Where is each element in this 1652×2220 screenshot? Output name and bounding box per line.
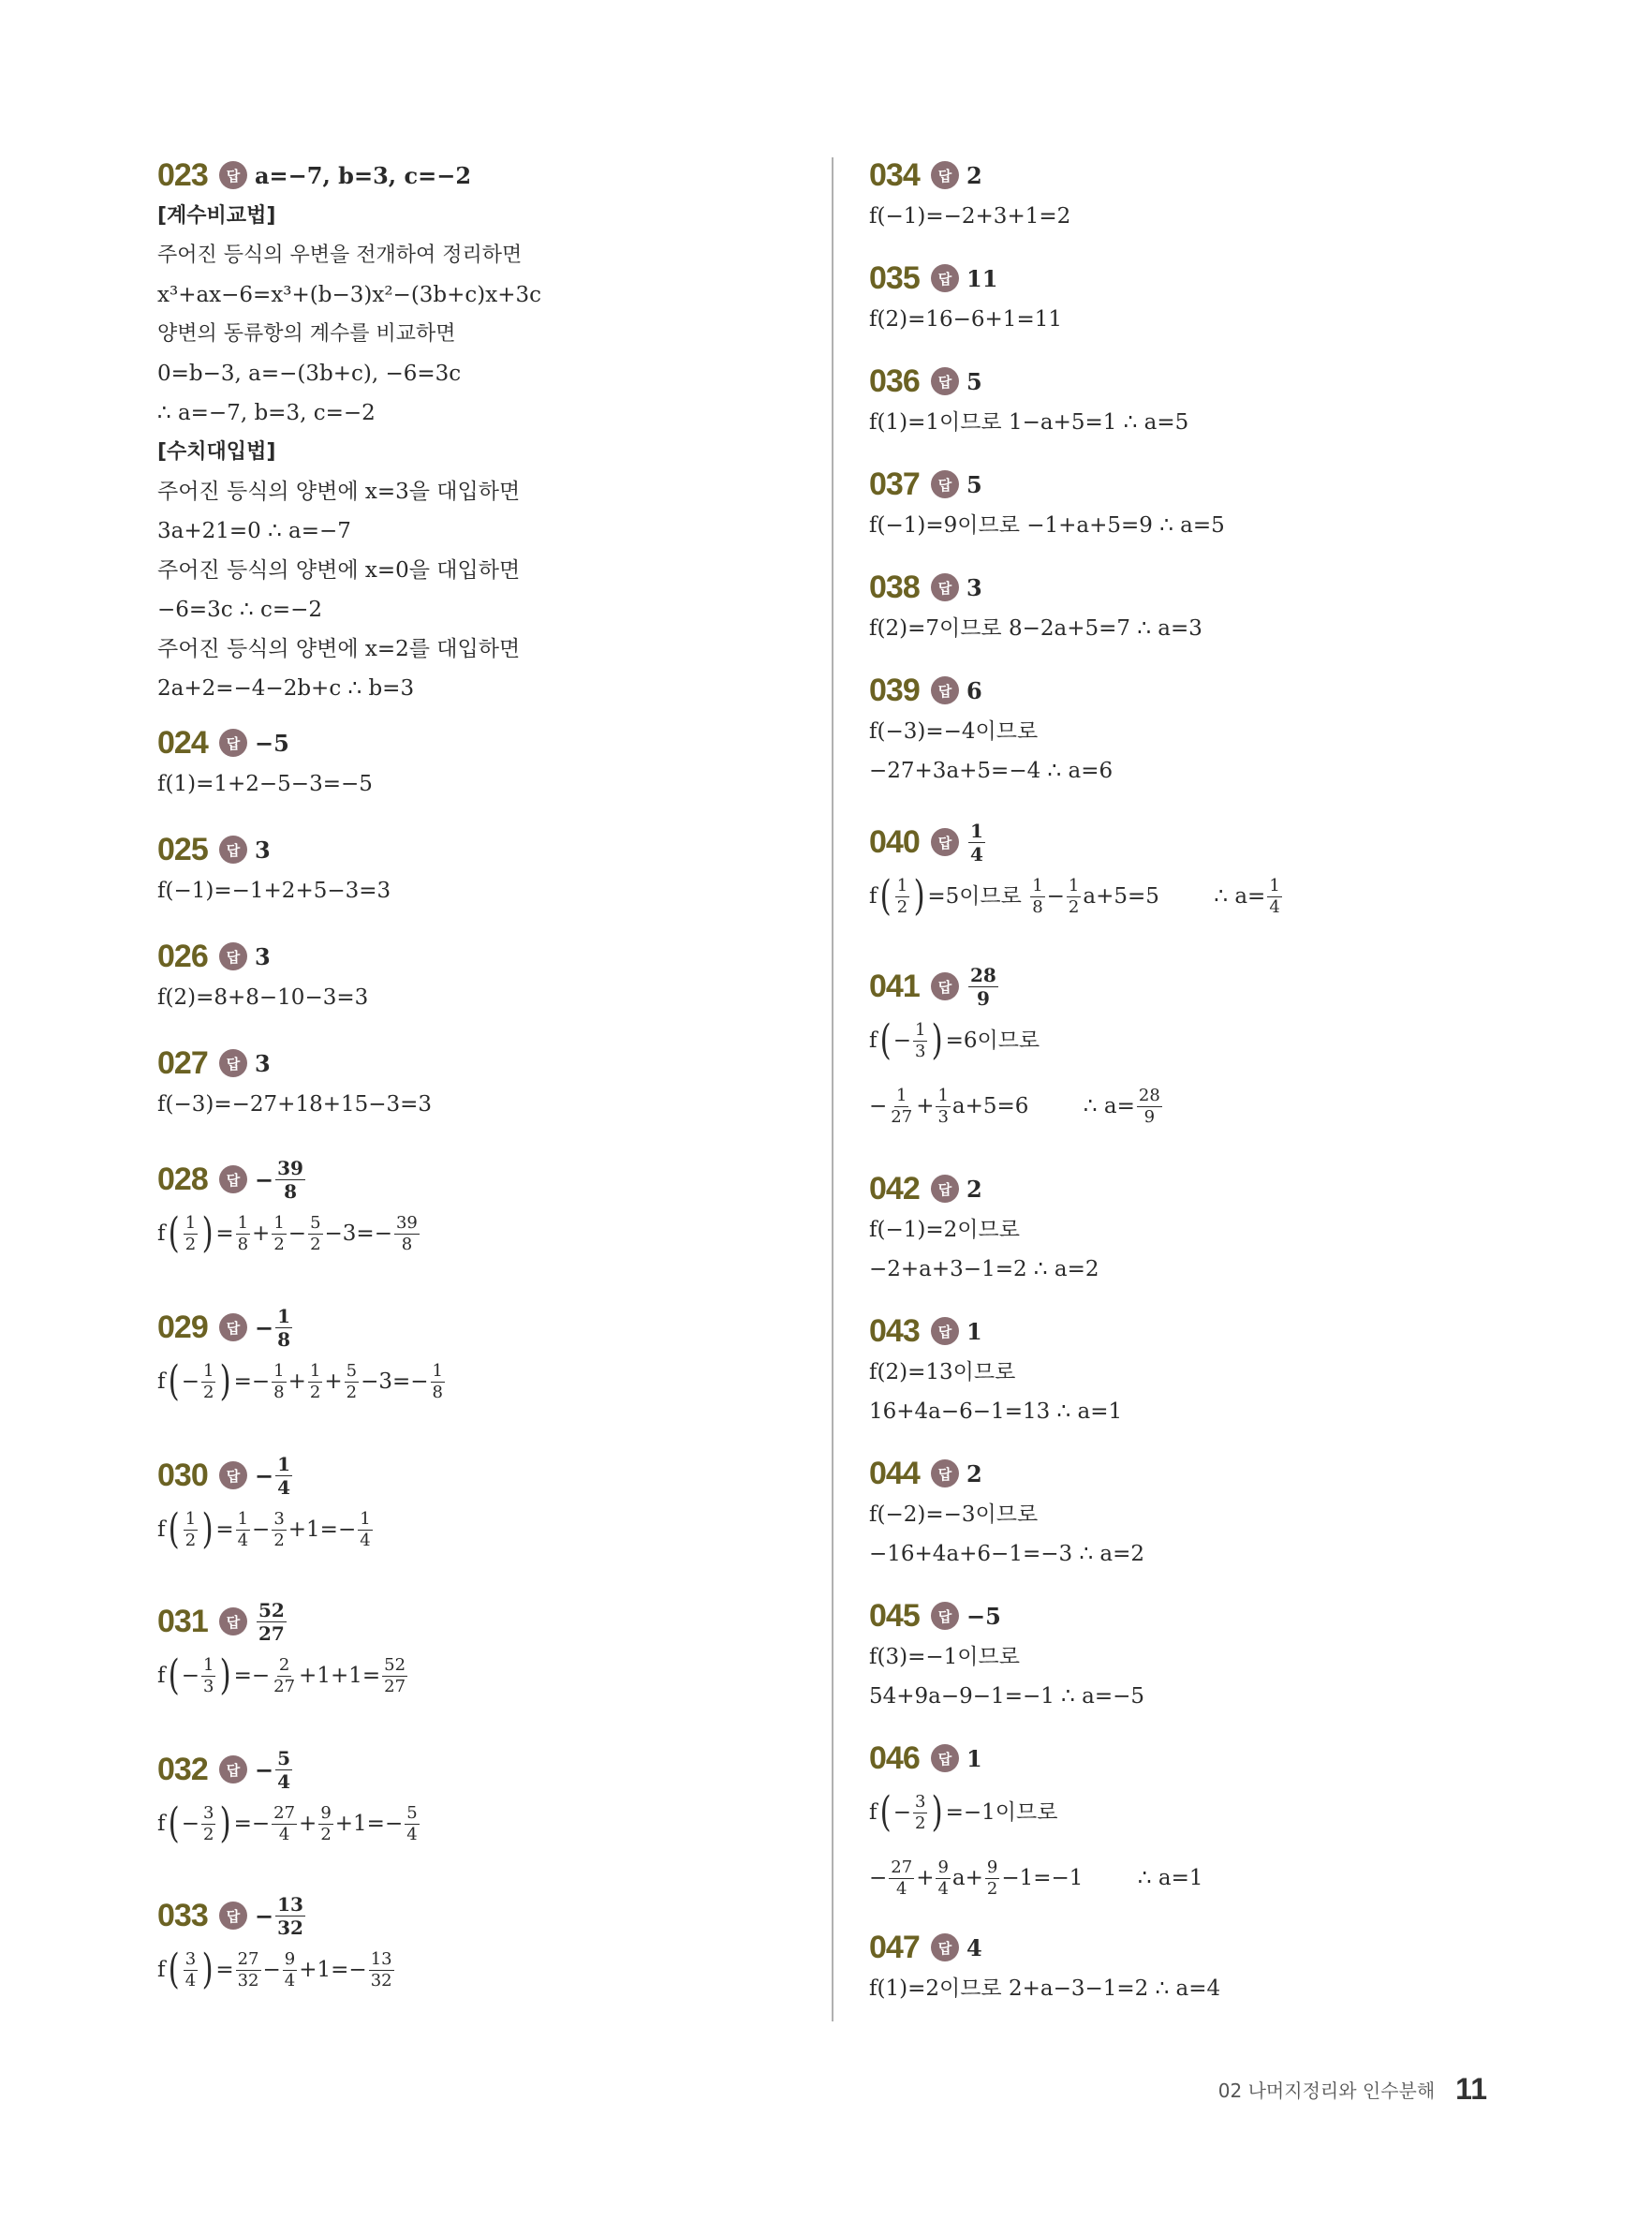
math-text: f bbox=[157, 1517, 166, 1542]
problem-number: 032 bbox=[157, 1751, 208, 1787]
answer-badge-icon: 답 bbox=[931, 470, 959, 498]
problem-027 bbox=[157, 1042, 813, 1124]
math-text: a+5=5 ∴ a= bbox=[1083, 884, 1266, 909]
problem-header bbox=[157, 154, 813, 197]
fraction: $\frac{1}{4}$ bbox=[1269, 875, 1280, 917]
problem-037 bbox=[869, 463, 1525, 545]
problem-035 bbox=[869, 257, 1525, 339]
fraction: $\frac{1}{8}$ bbox=[432, 1360, 443, 1402]
answer-badge-icon: 답 bbox=[931, 1317, 959, 1345]
answer-value: 2 bbox=[966, 1459, 982, 1487]
math-text: f bbox=[157, 1664, 166, 1688]
answer-badge-icon: 답 bbox=[931, 264, 959, 292]
solution-line: f ( $\frac{1}{2}$ ) = $\frac{1}{4}$ − $\frac{3}{2}$ +1=− $\frac{1}{4}$ bbox=[157, 1497, 813, 1562]
solution-line: f(2)=7이므로 8−2a+5=7 ∴ a=3 bbox=[869, 616, 1202, 641]
problem-number: 025 bbox=[157, 831, 208, 867]
fraction: $\frac{1}{8}$ bbox=[277, 1304, 291, 1351]
answer-badge-icon: 답 bbox=[931, 828, 959, 856]
problem-number: 035 bbox=[869, 259, 920, 296]
solution-line: 주어진 등식의 양변에 x=2를 대입하면 bbox=[157, 637, 521, 661]
math-text: a+5=6 ∴ a= bbox=[951, 1094, 1135, 1118]
problem-header bbox=[869, 257, 1525, 300]
math-text: − bbox=[255, 1165, 274, 1193]
problem-number: 029 bbox=[157, 1309, 208, 1345]
problem-header bbox=[157, 1042, 813, 1085]
problem-number: 038 bbox=[869, 569, 920, 605]
solution-line: f(−2)=−3이므로 bbox=[869, 1502, 1039, 1527]
math-text: − bbox=[288, 1221, 307, 1246]
math-text: + bbox=[299, 1812, 317, 1836]
fraction: $\frac{3}{2}$ bbox=[202, 1802, 214, 1844]
solution-line: f(−1)=−2+3+1=2 bbox=[869, 204, 1071, 229]
math-text: +1=− bbox=[334, 1812, 404, 1836]
fraction: $\frac{28}{9}$ bbox=[1138, 1085, 1160, 1127]
answer-value: 3 bbox=[255, 1049, 271, 1077]
fraction: $\frac{9}{4}$ bbox=[284, 1948, 296, 1991]
problem-header bbox=[869, 566, 1525, 609]
problem-number: 024 bbox=[157, 724, 208, 761]
solution-line: f(3)=−1이므로 bbox=[869, 1645, 1020, 1669]
answer-badge-icon: 답 bbox=[219, 161, 247, 189]
solution-line: f ( − $\frac{1}{3}$ ) =− $\frac{2}{27}$ +1+1= $\frac{52}{27}$ bbox=[157, 1643, 813, 1709]
answer-badge-icon: 답 bbox=[219, 1902, 247, 1930]
answer-badge-icon: 답 bbox=[931, 972, 959, 1000]
math-text: =− bbox=[233, 1369, 271, 1394]
solution-line: f(2)=13이므로 bbox=[869, 1360, 1016, 1384]
math-text: f bbox=[869, 884, 878, 909]
problem-033 bbox=[157, 1894, 813, 2003]
problem-029 bbox=[157, 1306, 813, 1414]
answer-value: 2 bbox=[966, 1175, 982, 1203]
solution-line: −16+4a+6−1=−3 ∴ a=2 bbox=[869, 1542, 1145, 1566]
answer-badge-icon: 답 bbox=[931, 1744, 959, 1772]
fraction: $\frac{3}{4}$ bbox=[184, 1948, 197, 1991]
math-text: +1=− bbox=[288, 1517, 357, 1542]
answer-value: 5 bbox=[966, 470, 982, 498]
problem-header bbox=[869, 154, 1525, 197]
problem-036 bbox=[869, 360, 1525, 442]
answer-badge-icon: 답 bbox=[219, 1607, 247, 1635]
fraction: $\frac{5}{2}$ bbox=[310, 1212, 321, 1254]
problem-043 bbox=[869, 1310, 1525, 1431]
solution-line: x³+ax−6=x³+(b−3)x²−(3b+c)x+3c bbox=[157, 283, 542, 307]
fraction: $\frac{1}{2}$ bbox=[184, 1508, 197, 1550]
fraction: $\frac{52}{27}$ bbox=[258, 1598, 285, 1645]
problem-number: 047 bbox=[869, 1929, 920, 1965]
fraction: $\frac{1}{4}$ bbox=[970, 819, 983, 866]
fraction: $\frac{39}{8}$ bbox=[277, 1156, 303, 1203]
solution-line: 양변의 동류항의 계수를 비교하면 bbox=[157, 322, 456, 346]
problem-header bbox=[869, 669, 1525, 712]
math-text: + bbox=[252, 1221, 271, 1246]
math-text: f bbox=[869, 1029, 878, 1053]
answer-value bbox=[255, 1452, 294, 1499]
math-text: = bbox=[215, 1958, 234, 1982]
answer-value: a=−7, b=3, c=−2 bbox=[255, 161, 472, 189]
math-text: − bbox=[1046, 884, 1065, 909]
answer-badge-icon: 답 bbox=[219, 1461, 247, 1489]
answer-badge-icon: 답 bbox=[219, 1755, 247, 1783]
problem-041 bbox=[869, 965, 1525, 1139]
problem-header bbox=[869, 1594, 1525, 1637]
problem-number: 046 bbox=[869, 1739, 920, 1776]
problem-number: 042 bbox=[869, 1170, 920, 1206]
fraction: $\frac{9}{4}$ bbox=[937, 1857, 949, 1899]
problem-header bbox=[157, 721, 813, 764]
problem-header bbox=[869, 821, 1525, 864]
fraction: $\frac{52}{27}$ bbox=[384, 1654, 406, 1696]
fraction: $\frac{27}{32}$ bbox=[237, 1948, 259, 1991]
fraction: $\frac{9}{2}$ bbox=[320, 1802, 332, 1844]
answer-value bbox=[966, 963, 1000, 1010]
answer-value: 6 bbox=[966, 676, 982, 704]
math-text: + bbox=[324, 1369, 343, 1394]
solution-line: f(2)=16−6+1=11 bbox=[869, 307, 1062, 332]
math-text: a+ bbox=[951, 1866, 983, 1890]
fraction: $\frac{1}{8}$ bbox=[273, 1360, 285, 1402]
problem-031 bbox=[157, 1600, 813, 1709]
answer-value: 11 bbox=[966, 264, 998, 292]
page-number: 11 bbox=[1455, 2072, 1487, 2106]
method-label: [계수비교법] bbox=[157, 204, 276, 228]
fraction: $\frac{9}{2}$ bbox=[986, 1857, 998, 1899]
math-text: =6이므로 bbox=[945, 1029, 1040, 1053]
solution-line bbox=[869, 1073, 1525, 1139]
answer-value: 1 bbox=[966, 1317, 982, 1345]
problem-032 bbox=[157, 1748, 813, 1857]
solution-line: f(−1)=−1+2+5−3=3 bbox=[157, 879, 391, 903]
problem-header bbox=[869, 1737, 1525, 1780]
solution-line: f(−3)=−4이므로 bbox=[869, 719, 1039, 744]
fraction: $\frac{3}{2}$ bbox=[273, 1508, 285, 1550]
problem-header bbox=[157, 1454, 813, 1497]
math-text: +1=− bbox=[299, 1958, 367, 1982]
math-text: =−1이므로 bbox=[945, 1800, 1058, 1825]
solution-line: f ( − $\frac{1}{2}$ ) =− $\frac{1}{8}$ + $\frac{1}{2}$ + $\frac{5}{2}$ −3=− $\frac{1}{8}$ bbox=[157, 1349, 813, 1414]
solution-line: f(−1)=9이므로 −1+a+5=9 ∴ a=5 bbox=[869, 513, 1225, 538]
problem-026 bbox=[157, 935, 813, 1017]
math-text: − bbox=[255, 1461, 274, 1489]
fraction: $\frac{1}{2}$ bbox=[273, 1212, 285, 1254]
fraction: $\frac{1}{4}$ bbox=[277, 1452, 291, 1499]
solution-line bbox=[869, 1845, 1525, 1911]
problem-header bbox=[869, 1452, 1525, 1495]
problem-034 bbox=[869, 154, 1525, 236]
problem-number: 039 bbox=[869, 672, 920, 708]
problem-header bbox=[869, 463, 1525, 506]
problem-header bbox=[869, 1167, 1525, 1210]
page-footer bbox=[1218, 2072, 1487, 2107]
answer-badge-icon: 답 bbox=[931, 161, 959, 189]
problem-number: 041 bbox=[869, 968, 920, 1004]
math-text: +1+1= bbox=[299, 1664, 381, 1688]
solution-line: f ( $\frac{3}{4}$ ) = $\frac{27}{32}$ − $\frac{9}{4}$ +1=− $\frac{13}{32}$ bbox=[157, 1937, 813, 2003]
problem-header bbox=[869, 1310, 1525, 1353]
answer-badge-icon: 답 bbox=[931, 1175, 959, 1203]
fraction: $\frac{5}{4}$ bbox=[406, 1802, 418, 1844]
answer-value: 3 bbox=[966, 573, 982, 601]
answer-value: 3 bbox=[255, 836, 271, 864]
fraction: $\frac{5}{4}$ bbox=[277, 1746, 291, 1793]
problem-header bbox=[157, 1306, 813, 1349]
solution-line: 2a+2=−4−2b+c ∴ b=3 bbox=[157, 676, 415, 701]
problem-number: 040 bbox=[869, 823, 920, 860]
math-text: f bbox=[157, 1369, 166, 1394]
solution-line: f(1)=1이므로 1−a+5=1 ∴ a=5 bbox=[869, 410, 1189, 435]
problem-046 bbox=[869, 1737, 1525, 1911]
problem-number: 030 bbox=[157, 1457, 208, 1493]
math-text: −1=−1 ∴ a=1 bbox=[1001, 1866, 1203, 1890]
answer-value bbox=[255, 1892, 307, 1939]
solution-line: 16+4a−6−1=13 ∴ a=1 bbox=[869, 1399, 1123, 1424]
problem-045 bbox=[869, 1594, 1525, 1716]
fraction: $\frac{1}{3}$ bbox=[202, 1654, 214, 1696]
solution-line: f(1)=1+2−5−3=−5 bbox=[157, 772, 373, 796]
solution-line: 54+9a−9−1=−1 ∴ a=−5 bbox=[869, 1684, 1145, 1709]
solution-line: −27+3a+5=−4 ∴ a=6 bbox=[869, 759, 1114, 783]
answer-badge-icon: 답 bbox=[219, 836, 247, 864]
answer-badge-icon: 답 bbox=[219, 1165, 247, 1193]
math-text: = bbox=[215, 1221, 234, 1246]
answer-badge-icon: 답 bbox=[931, 1933, 959, 1961]
problem-number: 033 bbox=[157, 1897, 208, 1933]
answer-value bbox=[255, 1746, 294, 1793]
answer-badge-icon: 답 bbox=[931, 676, 959, 704]
solution-line: ∴ a=−7, b=3, c=−2 bbox=[157, 401, 376, 425]
problem-number: 037 bbox=[869, 466, 920, 502]
answer-value bbox=[966, 821, 987, 864]
fraction: $\frac{28}{9}$ bbox=[970, 963, 996, 1010]
answer-value: 5 bbox=[966, 367, 982, 395]
fraction: $\frac{1}{2}$ bbox=[184, 1212, 197, 1254]
solution-line: f(2)=8+8−10−3=3 bbox=[157, 985, 369, 1010]
math-text: − bbox=[255, 1313, 274, 1341]
answer-value: −5 bbox=[255, 729, 289, 757]
fraction: $\frac{1}{3}$ bbox=[937, 1085, 949, 1127]
answer-value bbox=[255, 1304, 294, 1351]
problem-024 bbox=[157, 721, 813, 804]
solution-line: 0=b−3, a=−(3b+c), −6=3c bbox=[157, 362, 462, 386]
answer-badge-icon: 답 bbox=[931, 1602, 959, 1630]
fraction: $\frac{1}{4}$ bbox=[360, 1508, 371, 1550]
method-label: [수치대입법] bbox=[157, 440, 276, 464]
math-text: −3=− bbox=[361, 1369, 429, 1394]
answer-value: 3 bbox=[255, 942, 271, 970]
math-text: + bbox=[916, 1094, 935, 1118]
fraction: $\frac{2}{27}$ bbox=[273, 1654, 296, 1696]
fraction: $\frac{1}{2}$ bbox=[202, 1360, 214, 1402]
math-text: −3=− bbox=[324, 1221, 392, 1246]
solution-line: f ( − $\frac{1}{3}$ ) =6이므로 bbox=[869, 1008, 1525, 1073]
fraction: $\frac{1}{2}$ bbox=[1068, 875, 1080, 917]
math-text: − bbox=[869, 1866, 888, 1890]
problem-number: 036 bbox=[869, 363, 920, 399]
math-text: f bbox=[157, 1221, 166, 1246]
column-divider bbox=[832, 157, 833, 2021]
answer-value bbox=[255, 1598, 288, 1645]
fraction: $\frac{27}{4}$ bbox=[273, 1802, 296, 1844]
fraction: $\frac{1}{3}$ bbox=[914, 1019, 926, 1061]
answer-badge-icon: 답 bbox=[219, 1313, 247, 1341]
solution-line: −6=3c ∴ c=−2 bbox=[157, 598, 323, 622]
problem-042 bbox=[869, 1167, 1525, 1289]
math-text: f bbox=[157, 1958, 166, 1982]
fraction: $\frac{3}{2}$ bbox=[914, 1791, 926, 1833]
problem-number: 027 bbox=[157, 1044, 208, 1081]
problem-number: 028 bbox=[157, 1161, 208, 1197]
problem-number: 023 bbox=[157, 156, 208, 193]
problem-header bbox=[869, 360, 1525, 403]
problem-number: 026 bbox=[157, 938, 208, 974]
answer-value: −5 bbox=[966, 1602, 1001, 1630]
problem-header bbox=[157, 1748, 813, 1791]
fraction: $\frac{1}{2}$ bbox=[309, 1360, 321, 1402]
problem-header bbox=[869, 965, 1525, 1008]
answer-value: 2 bbox=[966, 161, 982, 189]
answer-value bbox=[255, 1156, 307, 1203]
fraction: $\frac{1}{4}$ bbox=[237, 1508, 249, 1550]
solution-line: f ( $\frac{1}{2}$ ) = $\frac{1}{8}$ + $\frac{1}{2}$ − $\frac{5}{2}$ −3=− $\frac{39}{8}$ bbox=[157, 1201, 813, 1266]
answer-value: 4 bbox=[966, 1933, 982, 1961]
problem-023 bbox=[157, 154, 813, 708]
math-text: f bbox=[157, 1812, 166, 1836]
problem-044 bbox=[869, 1452, 1525, 1574]
math-text: =− bbox=[233, 1664, 271, 1688]
fraction: $\frac{5}{2}$ bbox=[346, 1360, 358, 1402]
problem-030 bbox=[157, 1454, 813, 1562]
fraction: $\frac{13}{32}$ bbox=[277, 1892, 303, 1939]
problem-040 bbox=[869, 821, 1525, 929]
section-title: 02 나머지정리와 인수분해 bbox=[1217, 2079, 1436, 2102]
problem-number: 031 bbox=[157, 1603, 208, 1639]
problem-028 bbox=[157, 1158, 813, 1266]
answer-badge-icon: 답 bbox=[931, 1459, 959, 1487]
math-text: − bbox=[252, 1517, 271, 1542]
solution-line: 주어진 등식의 양변에 x=0을 대입하면 bbox=[157, 558, 521, 583]
math-text: + bbox=[288, 1369, 306, 1394]
math-text: =− bbox=[233, 1812, 271, 1836]
answer-badge-icon: 답 bbox=[219, 942, 247, 970]
math-text: − bbox=[262, 1958, 281, 1982]
solution-line: 주어진 등식의 양변에 x=3을 대입하면 bbox=[157, 480, 521, 504]
problem-header bbox=[157, 1158, 813, 1201]
answer-value: 1 bbox=[966, 1744, 982, 1772]
problem-header bbox=[157, 1894, 813, 1937]
solution-line: f ( − $\frac{3}{2}$ ) =−1이므로 bbox=[869, 1780, 1525, 1845]
answer-badge-icon: 답 bbox=[219, 729, 247, 757]
solution-line: f(1)=2이므로 2+a−3−1=2 ∴ a=4 bbox=[869, 1976, 1221, 2001]
solution-line: f ( − $\frac{3}{2}$ ) =− $\frac{27}{4}$ + $\frac{9}{2}$ +1=− $\frac{5}{4}$ bbox=[157, 1791, 813, 1857]
solution-line: −2+a+3−1=2 ∴ a=2 bbox=[869, 1257, 1099, 1281]
fraction: $\frac{1}{8}$ bbox=[1032, 875, 1043, 917]
problem-number: 044 bbox=[869, 1455, 920, 1491]
math-text: + bbox=[916, 1866, 935, 1890]
fraction: $\frac{1}{8}$ bbox=[237, 1212, 249, 1254]
problem-047 bbox=[869, 1926, 1525, 2008]
math-text: f bbox=[869, 1800, 878, 1825]
problem-number: 045 bbox=[869, 1597, 920, 1634]
math-text: − bbox=[869, 1094, 888, 1118]
solution-line: f(−3)=−27+18+15−3=3 bbox=[157, 1092, 433, 1117]
solution-line: f ( $\frac{1}{2}$ ) =5이므로 $\frac{1}{8}$ − $\frac{1}{2}$ a+5=5 ∴ a= $\frac{1}{4}$ bbox=[869, 864, 1525, 929]
answer-badge-icon: 답 bbox=[931, 367, 959, 395]
problem-025 bbox=[157, 828, 813, 910]
problem-number: 043 bbox=[869, 1312, 920, 1349]
fraction: $\frac{1}{27}$ bbox=[891, 1085, 913, 1127]
fraction: $\frac{39}{8}$ bbox=[395, 1212, 418, 1254]
fraction: $\frac{1}{2}$ bbox=[896, 875, 908, 917]
math-text: − bbox=[255, 1902, 274, 1930]
fraction: $\frac{13}{32}$ bbox=[370, 1948, 392, 1991]
problem-039 bbox=[869, 669, 1525, 791]
solution-line: 주어진 등식의 우변을 전개하여 정리하면 bbox=[157, 244, 523, 267]
answer-badge-icon: 답 bbox=[931, 573, 959, 601]
problem-header bbox=[157, 828, 813, 871]
problem-header bbox=[157, 935, 813, 978]
math-text: = bbox=[215, 1517, 234, 1542]
answer-badge-icon: 답 bbox=[219, 1049, 247, 1077]
math-text: =5이므로 bbox=[927, 884, 1029, 909]
solution-line: f(−1)=2이므로 bbox=[869, 1218, 1020, 1242]
problem-038 bbox=[869, 566, 1525, 648]
problem-header bbox=[869, 1926, 1525, 1969]
fraction: $\frac{27}{4}$ bbox=[891, 1857, 913, 1899]
solution-line: 3a+21=0 ∴ a=−7 bbox=[157, 519, 351, 543]
problem-header bbox=[157, 1600, 813, 1643]
problem-number: 034 bbox=[869, 156, 920, 193]
math-text: − bbox=[255, 1755, 274, 1783]
